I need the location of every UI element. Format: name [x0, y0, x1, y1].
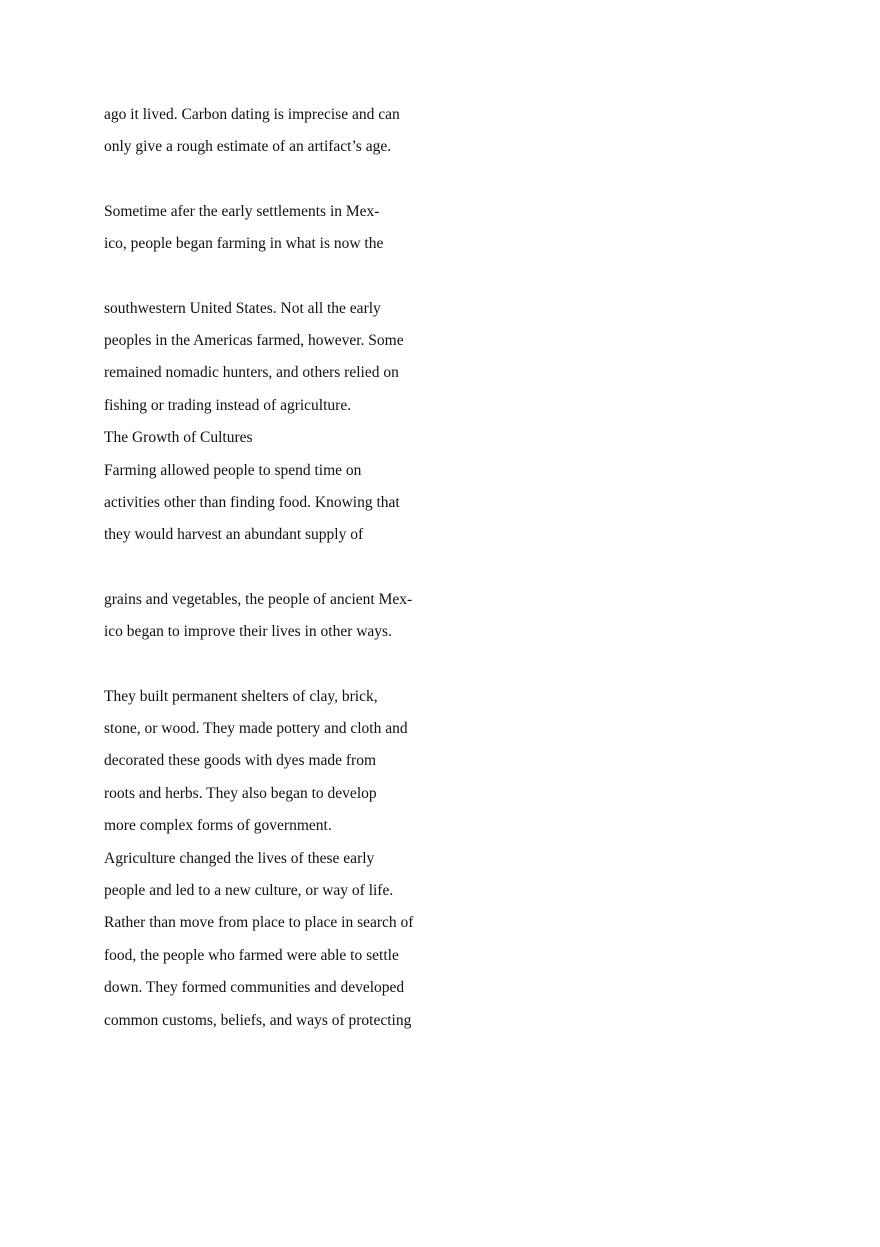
text-line: decorated these goods with dyes made from [104, 752, 377, 769]
text-line: roots and herbs. They also began to develop [104, 785, 377, 802]
text-line: ico, people began farming in what is now the [104, 235, 384, 252]
text-line: Agriculture changed the lives of these early [104, 850, 375, 867]
text-line: southwestern United States. Not all the early [104, 300, 381, 317]
text-line: fishing or trading instead of agriculture. [104, 397, 352, 414]
text-line: food, the people who farmed were able to settle [104, 947, 399, 964]
text-line: common customs, beliefs, and ways of protecting [104, 1012, 412, 1029]
text-line: activities other than finding food. Knowing that [104, 494, 400, 511]
text-line: grains and vegetables, the people of ancient Mex- [104, 591, 413, 608]
text-line: they would harvest an abundant supply of [104, 526, 364, 543]
text-line: They built permanent shelters of clay, brick, [104, 688, 378, 705]
text-line: people and led to a new culture, or way of life. [104, 882, 394, 899]
text-line: only give a rough estimate of an artifact’s age. [104, 138, 392, 155]
section-heading: The Growth of Cultures [104, 429, 253, 446]
text-line: ago it lived. Carbon dating is imprecise and can [104, 106, 400, 123]
text-line: Sometime afer the early settlements in Mex- [104, 203, 380, 220]
text-line: Farming allowed people to spend time on [104, 462, 362, 479]
text-line: more complex forms of government. [104, 817, 332, 834]
text-line: remained nomadic hunters, and others relied on [104, 364, 399, 381]
text-line: peoples in the Americas farmed, however. Some [104, 332, 404, 349]
text-line: stone, or wood. They made pottery and cloth and [104, 720, 408, 737]
text-line: ico began to improve their lives in other ways. [104, 623, 392, 640]
text-line: down. They formed communities and developed [104, 979, 405, 996]
text-line: Rather than move from place to place in search of [104, 914, 414, 931]
